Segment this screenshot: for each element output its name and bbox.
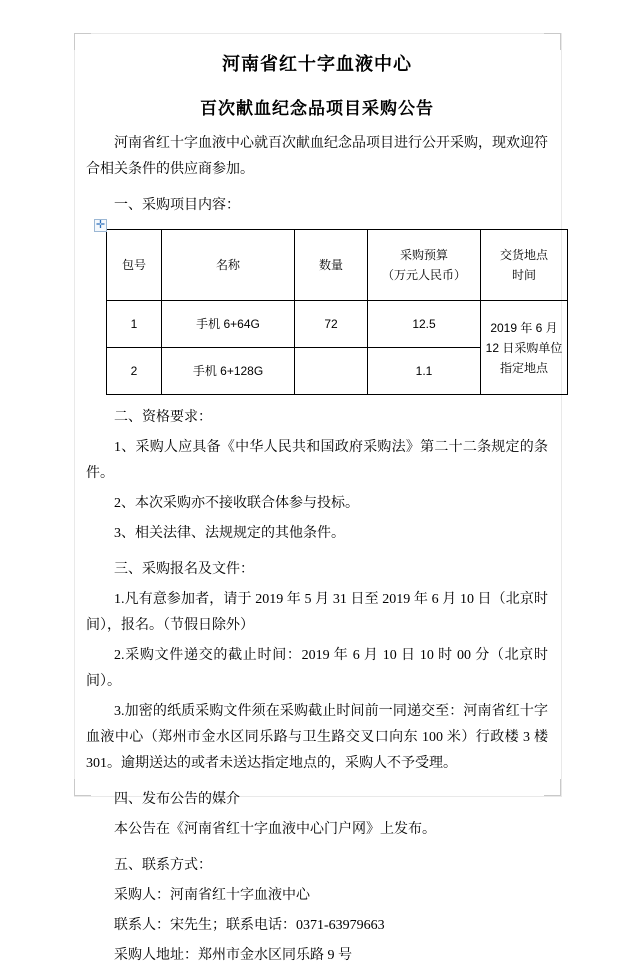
intro-paragraph: 河南省红十字血液中心就百次献血纪念品项目进行公开采购，现欢迎符合相关条件的供应商参加。 <box>86 136 548 177</box>
header-label-bag: 包号 <box>121 258 146 272</box>
section-3-item-3: 3.加密的纸质采购文件须在采购截止时间前一同递交至：河南省红十字血液中心（郑州市金水区同乐路与卫生路交叉口向东 100 米）行政楼 3 楼 301。逾期送达的或者未送达指定地点的，采购人不予受理。 <box>86 704 548 771</box>
header-label-name: 名称 <box>215 258 240 272</box>
section-4-item-1: 本公告在《河南省红十字血液中心门户网》上发布。 <box>114 822 436 837</box>
section-5-item-1: 采购人：河南省红十字血液中心 <box>114 888 310 903</box>
table-body <box>107 301 568 395</box>
header-label-budget: 采购预算 <box>399 248 448 262</box>
section-2-item-3: 3、相关法律、法规规定的其他条件。 <box>114 526 345 541</box>
section-3-item-2: 2.采购文件递交的截止时间：2019 年 6 月 10 日 10 时 00 分（北京时间）。 <box>86 648 548 689</box>
cell-name-2: 手机 6+128G <box>162 348 295 395</box>
section-heading-4: 四、发布公告的媒介 <box>114 792 240 807</box>
move-handle-icon[interactable]: ✛ <box>95 219 106 231</box>
section-5-item-3: 采购人地址：郑州市金水区同乐路 9 号 <box>114 948 352 963</box>
page-subtitle: 百次献血纪念品项目采购公告 <box>200 99 434 118</box>
section-2-item-1: 1、采购人应具备《中华人民共和国政府采购法》第二十二条规定的条件。 <box>86 440 548 481</box>
cell-quantity-1: 72 <box>295 301 368 348</box>
page-title: 河南省红十字血液中心 <box>222 54 412 74</box>
cell-bag-1: 1 <box>107 301 162 348</box>
cell-name-1: 手机 6+64G <box>162 301 295 348</box>
header-sublabel-budget-unit: （万元人民币） <box>381 268 466 282</box>
header-cell-name <box>162 230 295 301</box>
cell-bag-2: 2 <box>107 348 162 395</box>
header-label-delivery-place: 交货地点 <box>499 248 548 262</box>
section-heading-1: 一、采购项目内容： <box>114 198 240 213</box>
cell-delivery-merged: 2019 年 6 月 12 日采购单位指定地点 <box>481 301 568 395</box>
procurement-table-wrapper <box>95 219 563 395</box>
procurement-table <box>106 229 568 395</box>
section-5-item-2: 联系人：宋先生；联系电话：0371-63979663 <box>114 918 385 933</box>
cell-quantity-2 <box>295 348 368 395</box>
section-heading-5: 五、联系方式： <box>114 858 212 873</box>
header-cell-quantity <box>295 230 368 301</box>
section-2-item-2: 2、本次采购亦不接收联合体参与投标。 <box>114 496 359 511</box>
table-header <box>107 230 568 301</box>
table-header-row <box>107 230 568 301</box>
section-heading-2: 二、资格要求： <box>114 410 212 425</box>
cell-budget-1: 12.5 <box>368 301 481 348</box>
section-heading-3: 三、采购报名及文件： <box>114 562 254 577</box>
header-cell-budget <box>368 230 481 301</box>
document-content <box>86 42 563 969</box>
table-row <box>107 301 568 348</box>
section-3-item-1: 1.凡有意参加者，请于 2019 年 5 月 31 日至 2019 年 6 月 10 日（北京时间），报名。（节假日除外） <box>86 592 548 633</box>
header-cell-bag <box>107 230 162 301</box>
header-cell-delivery <box>481 230 568 301</box>
header-sublabel-delivery-time: 时间 <box>511 268 536 282</box>
header-label-quantity: 数量 <box>318 258 343 272</box>
cell-budget-2: 1.1 <box>368 348 481 395</box>
